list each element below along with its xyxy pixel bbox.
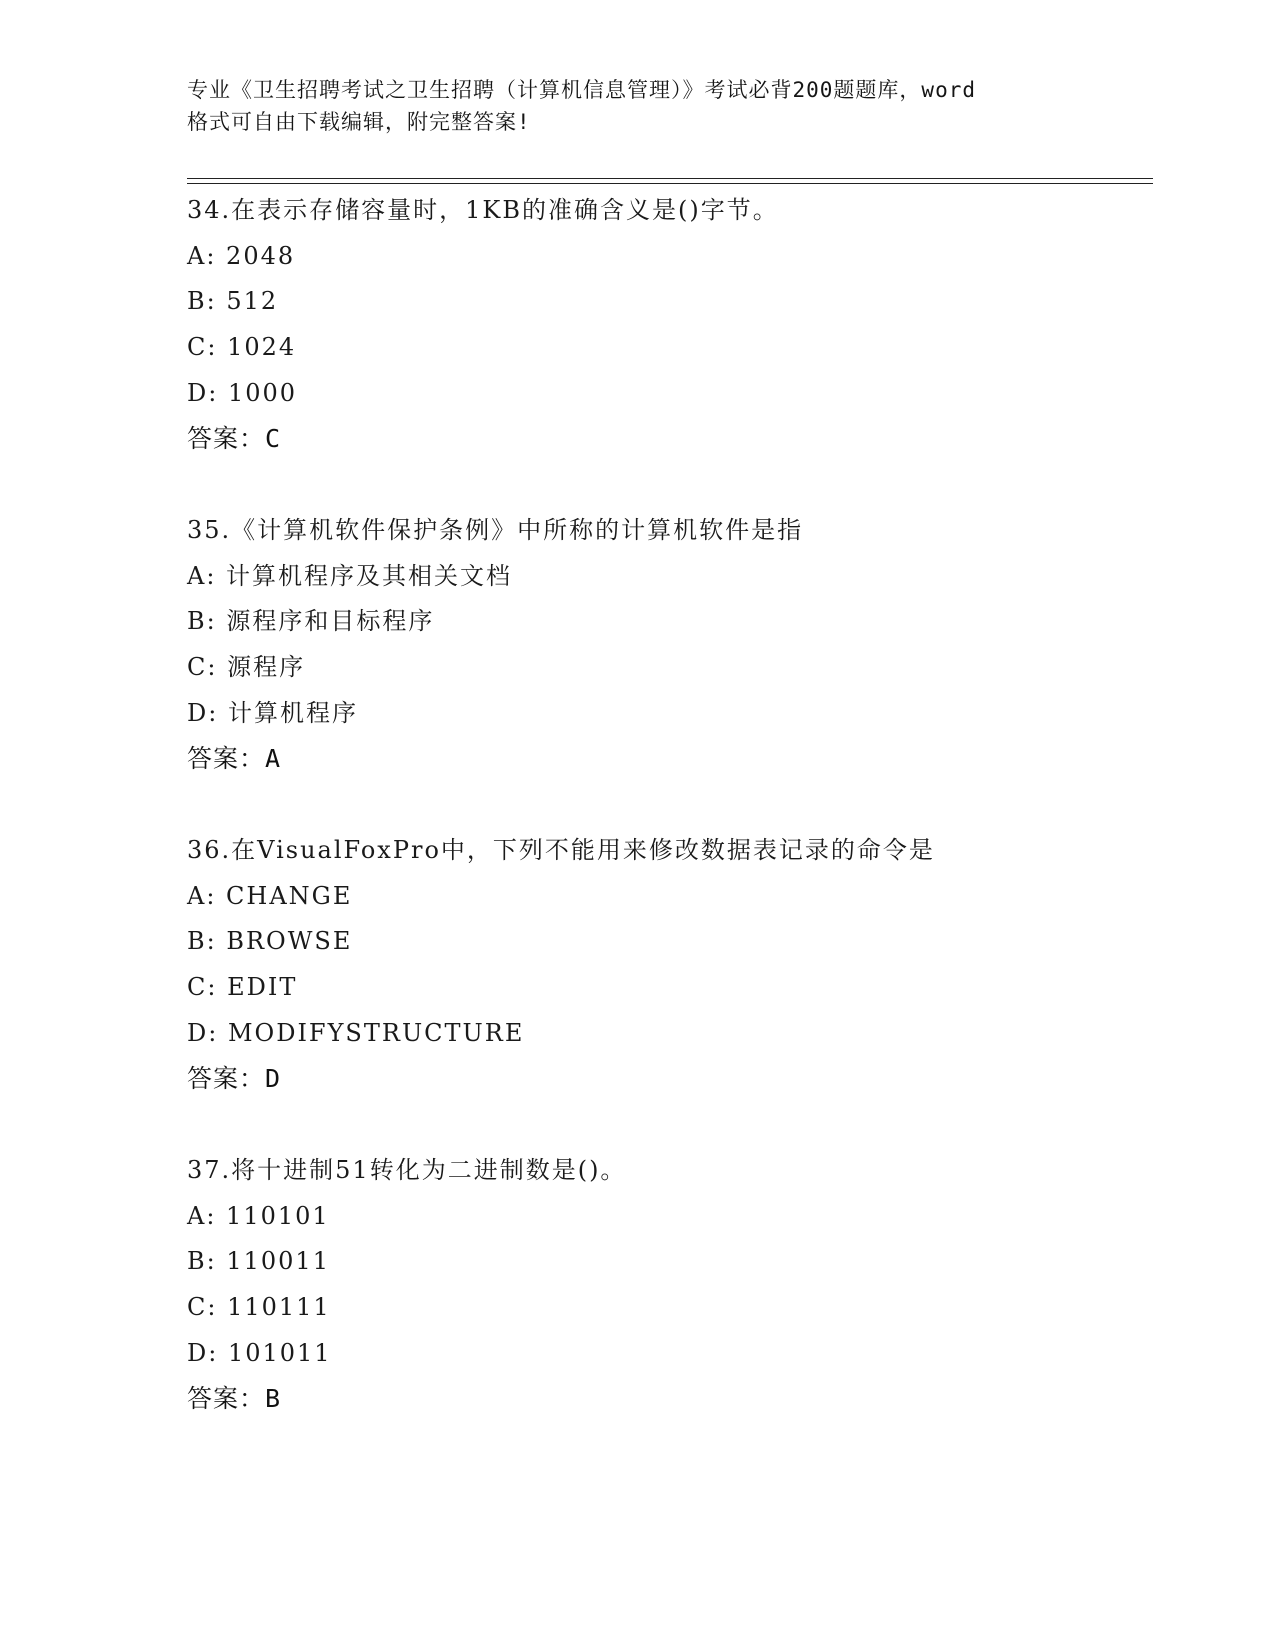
- question-37: [187, 1148, 1187, 1422]
- header-line-1: 专业《卫生招聘考试之卫生招聘（计算机信息管理）》考试必背200题题库，word: [187, 78, 976, 102]
- option-a: A: CHANGE: [187, 881, 353, 910]
- option-d: D: MODIFYSTRUCTURE: [187, 1018, 525, 1047]
- header-divider-bottom: [187, 183, 1153, 184]
- option-c: C: 源程序: [187, 653, 306, 682]
- option-b: B: 512: [187, 287, 279, 316]
- answer-line: 答案：C: [187, 424, 282, 454]
- option-d: D: 计算机程序: [187, 698, 358, 727]
- question-stem: 35.《计算机软件保护条例》中所称的计算机软件是指: [187, 516, 804, 544]
- option-a: A: 110101: [187, 1201, 330, 1230]
- option-d: D: 1000: [187, 378, 298, 407]
- option-c: C: 110111: [187, 1293, 331, 1322]
- answer-line: 答案：B: [187, 1384, 282, 1414]
- answer-line: 答案：A: [187, 744, 282, 774]
- option-c: C: 1024: [187, 333, 297, 362]
- option-b: B: BROWSE: [187, 927, 353, 956]
- option-a: A: 2048: [187, 241, 296, 270]
- option-c: C: EDIT: [187, 973, 298, 1002]
- question-stem: 36.在VisualFoxPro中，下列不能用来修改数据表记录的命令是: [187, 836, 935, 864]
- header-divider-top: [187, 178, 1153, 179]
- option-b: B: 110011: [187, 1247, 330, 1276]
- question-35: [187, 508, 1187, 782]
- question-36: [187, 828, 1187, 1102]
- answer-line: 答案：D: [187, 1064, 282, 1094]
- option-d: D: 101011: [187, 1338, 332, 1367]
- question-34: [187, 188, 1187, 462]
- question-stem: 34.在表示存储容量时，1KB的准确含义是()字节。: [187, 196, 779, 224]
- document-header: [187, 74, 1087, 138]
- question-stem: 37.将十进制51转化为二进制数是()。: [187, 1156, 627, 1184]
- option-a: A: 计算机程序及其相关文档: [187, 561, 513, 590]
- option-b: B: 源程序和目标程序: [187, 607, 435, 636]
- header-line-2: 格式可自由下载编辑，附完整答案!: [187, 110, 531, 134]
